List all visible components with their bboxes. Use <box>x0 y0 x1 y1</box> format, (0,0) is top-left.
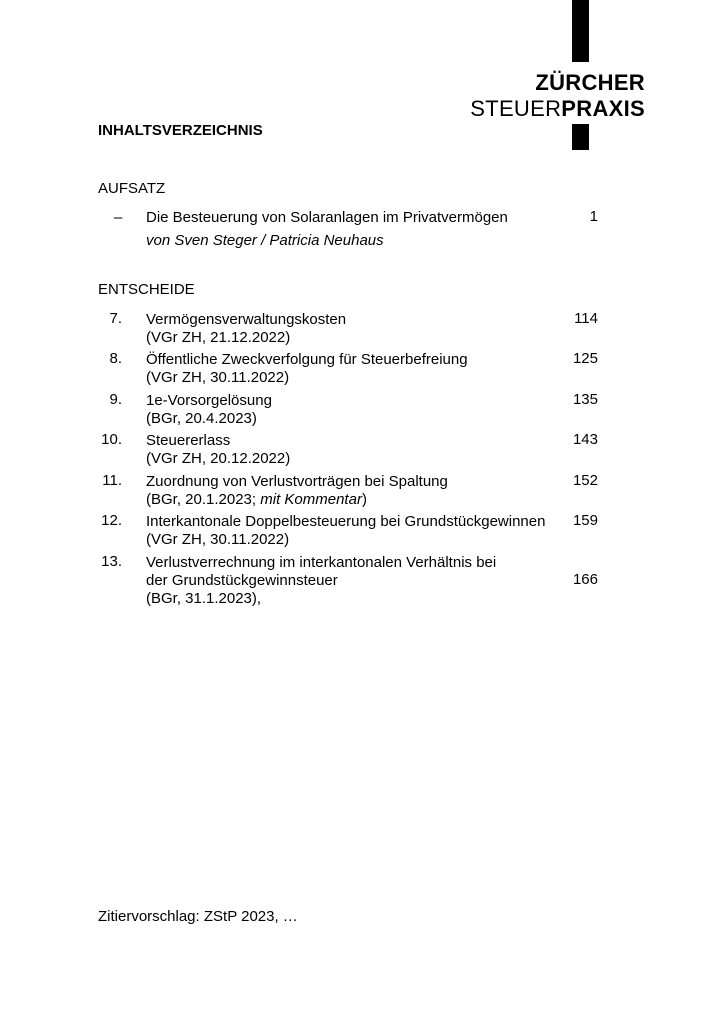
entry-page: 152 <box>572 472 598 489</box>
entry-title: Interkantonale Doppelbesteuerung bei Grundstückgewinnen <box>146 513 546 530</box>
entry-source <box>146 490 367 510</box>
entry-source: (BGr, 20.4.2023) <box>146 410 257 427</box>
entry-source-suffix: ) <box>361 491 367 508</box>
entry-title-continued: der Grundstückgewinnsteuer <box>146 572 338 589</box>
entry-source: (VGr ZH, 30.11.2022) <box>146 531 290 548</box>
entry-source: (BGr, 31.1.2023), <box>146 590 262 607</box>
entry-page: 159 <box>572 512 598 529</box>
entry-source: (VGr ZH, 21.12.2022) <box>146 329 291 346</box>
aufsatz-authors: von Sven Steger / Patricia Neuhaus <box>146 232 384 249</box>
entry-number: 12. <box>101 512 122 529</box>
entry-title: Öffentliche Zweckverfolgung für Steuerbefreiung <box>146 351 468 368</box>
logo-bar-bottom <box>572 124 589 150</box>
logo-praxis: PRAXIS <box>561 96 645 121</box>
aufsatz-title: Die Besteuerung von Solaranlagen im Privatvermögen <box>146 209 508 226</box>
entry-source-prefix: (BGr, 20.1.2023; <box>146 491 261 508</box>
logo-bar-top <box>572 0 589 62</box>
entry-title: 1e-Vorsorgelösung <box>146 392 272 409</box>
entry-page: 114 <box>574 310 598 327</box>
entry-title: Verlustverrechnung im interkantonalen Verhältnis bei <box>146 554 497 571</box>
aufsatz-page: 1 <box>589 208 598 225</box>
entry-title: Zuordnung von Verlustvorträgen bei Spaltung <box>146 473 448 490</box>
entry-number: 8. <box>109 350 122 367</box>
entry-number: 11. <box>102 472 122 489</box>
entry-page: 143 <box>572 431 598 448</box>
section-entscheide-heading: ENTSCHEIDE <box>98 281 195 298</box>
aufsatz-dash: – <box>114 209 123 226</box>
citation-suggestion: Zitiervorschlag: ZStP 2023, … <box>98 908 298 925</box>
logo-steuer: STEUER <box>470 96 562 121</box>
entry-number: 9. <box>109 391 122 408</box>
entry-page: 166 <box>572 571 598 588</box>
entry-title: Vermögensverwaltungskosten <box>146 311 347 328</box>
entry-number: 10. <box>101 431 122 448</box>
entry-page: 135 <box>572 391 598 408</box>
entry-number: 7. <box>109 310 122 327</box>
section-aufsatz-heading: AUFSATZ <box>98 180 166 197</box>
entry-number: 13. <box>101 553 122 570</box>
logo-steuerpraxis <box>470 97 645 121</box>
entry-title: Steuererlass <box>146 432 231 449</box>
entry-source: (VGr ZH, 30.11.2022) <box>146 369 290 386</box>
entry-source-comment: mit Kommentar <box>260 491 362 508</box>
toc-title: INHALTSVERZEICHNIS <box>98 122 263 139</box>
entry-page: 125 <box>572 350 598 367</box>
entry-source: (VGr ZH, 20.12.2022) <box>146 450 291 467</box>
logo-zuercher: ZÜRCHER <box>535 70 645 95</box>
